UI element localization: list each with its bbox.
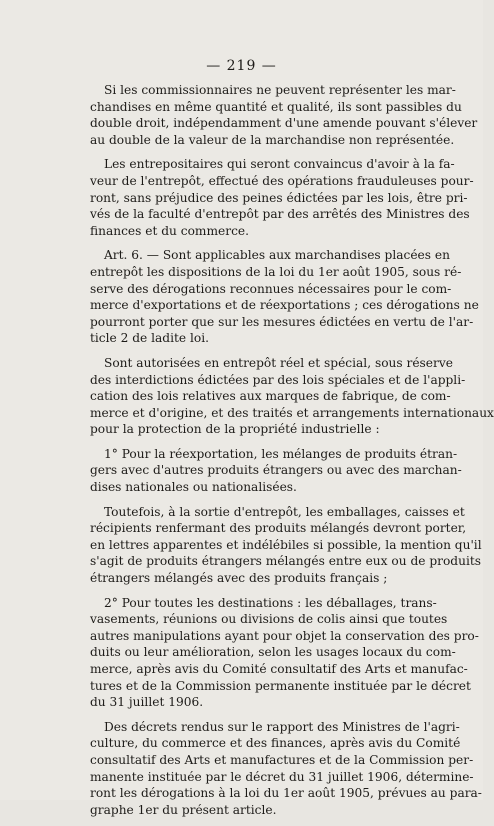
text-line: tures et de la Commission permanente instituée par le décret	[90, 678, 471, 693]
text-line: autres manipulations ayant pour objet la conservation des pro-	[90, 628, 479, 643]
text-line: serve des dérogations reconnues nécessaires pour le com-	[90, 281, 452, 296]
paragraph	[90, 156, 474, 239]
document-body	[90, 82, 494, 826]
text-line: 2° Pour toutes les destinations : les déballages, trans-	[104, 595, 437, 610]
text-line: ront les dérogations à la loi du 1er août 1905, prévues au para-	[90, 786, 482, 801]
text-line: duits ou leur amélioration, selon les usages locaux du com-	[90, 645, 456, 660]
text-line: 1° Pour la réexportation, les mélanges de produits étran-	[104, 446, 458, 461]
text-line: gers avec d'autres produits étrangers ou avec des marchan-	[90, 463, 462, 478]
text-line: ticle 2 de ladite loi.	[90, 331, 209, 346]
text-line: cation des lois relatives aux marques de fabrique, de com-	[90, 389, 451, 404]
text-line: ront, sans préjudice des peines édictées par les lois, être pri-	[90, 190, 468, 205]
text-line: double droit, indépendamment d'une amende pouvant s'élever	[90, 116, 478, 131]
text-line: pour la protection de la propriété industrielle :	[90, 422, 380, 437]
text-line: Si les commissionnaires ne peuvent représenter les mar-	[104, 83, 456, 97]
text-line: s'agit de produits étrangers mélangés entre eux ou de produits	[90, 554, 482, 569]
paragraph	[90, 504, 482, 587]
text-line: en lettres apparentes et indélébiles si possible, la mention qu'il	[90, 537, 482, 552]
text-line: merce et d'origine, et des traités et arrangements internationaux	[90, 405, 494, 420]
text-line: Toutefois, à la sortie d'entrepôt, les emballages, caisses et	[104, 504, 465, 519]
paragraph	[90, 247, 479, 347]
text-line: manente instituée par le décret du 31 juillet 1906, détermine-	[90, 769, 474, 784]
text-line: culture, du commerce et des finances, après avis du Comité	[90, 736, 461, 751]
text-line: merce, après avis du Comité consultatif des Arts et manufac-	[90, 662, 468, 676]
text-line: merce d'exportations et de réexportations ; ces dérogations ne	[90, 298, 479, 313]
text-line: entrepôt les dispositions de la loi du 1er août 1905, sous ré-	[90, 264, 462, 279]
text-line: Les entrepositaires qui seront convaincus d'avoir à la fa-	[104, 157, 455, 172]
page-number: — 219 —	[206, 58, 277, 74]
text-line: au double de la valeur de la marchandise non représentée.	[90, 132, 455, 147]
text-line: récipients renfermant des produits mélangés devront porter,	[90, 521, 467, 536]
paragraph	[90, 355, 494, 438]
text-line: graphe 1er du présent article.	[90, 802, 277, 817]
text-line: consultatif des Arts et manufactures et de la Commission per-	[90, 752, 474, 767]
text-line: finances et du commerce.	[90, 223, 249, 238]
text-line: vés de la faculté d'entrepôt par des arrêtés des Ministres des	[90, 207, 470, 222]
text-line: Art. 6. — Sont applicables aux marchandises placées en	[104, 248, 450, 263]
text-line: vasements, réunions ou divisions de colis ainsi que toutes	[90, 612, 448, 627]
text-line: chandises en même quantité et qualité, ils sont passibles du	[90, 99, 462, 114]
text-line: pourront porter que sur les mesures édictées en vertu de l'ar-	[90, 314, 474, 329]
text-line: Des décrets rendus sur le rapport des Ministres de l'agri-	[104, 719, 460, 734]
text-line: veur de l'entrepôt, effectué des opérations frauduleuses pour-	[90, 173, 474, 188]
paragraph	[90, 446, 462, 496]
text-line: dises nationales ou nationalisées.	[90, 480, 297, 495]
paragraph	[90, 719, 482, 819]
paragraph	[90, 595, 479, 711]
paragraph	[90, 82, 478, 148]
text-line: du 31 juillet 1906.	[90, 695, 204, 710]
text-line: Sont autorisées en entrepôt réel et spécial, sous réserve	[104, 355, 453, 370]
text-line: des interdictions édictées par des lois spéciales et de l'appli-	[90, 372, 466, 387]
text-line: étrangers mélangés avec des produits français ;	[90, 571, 388, 586]
